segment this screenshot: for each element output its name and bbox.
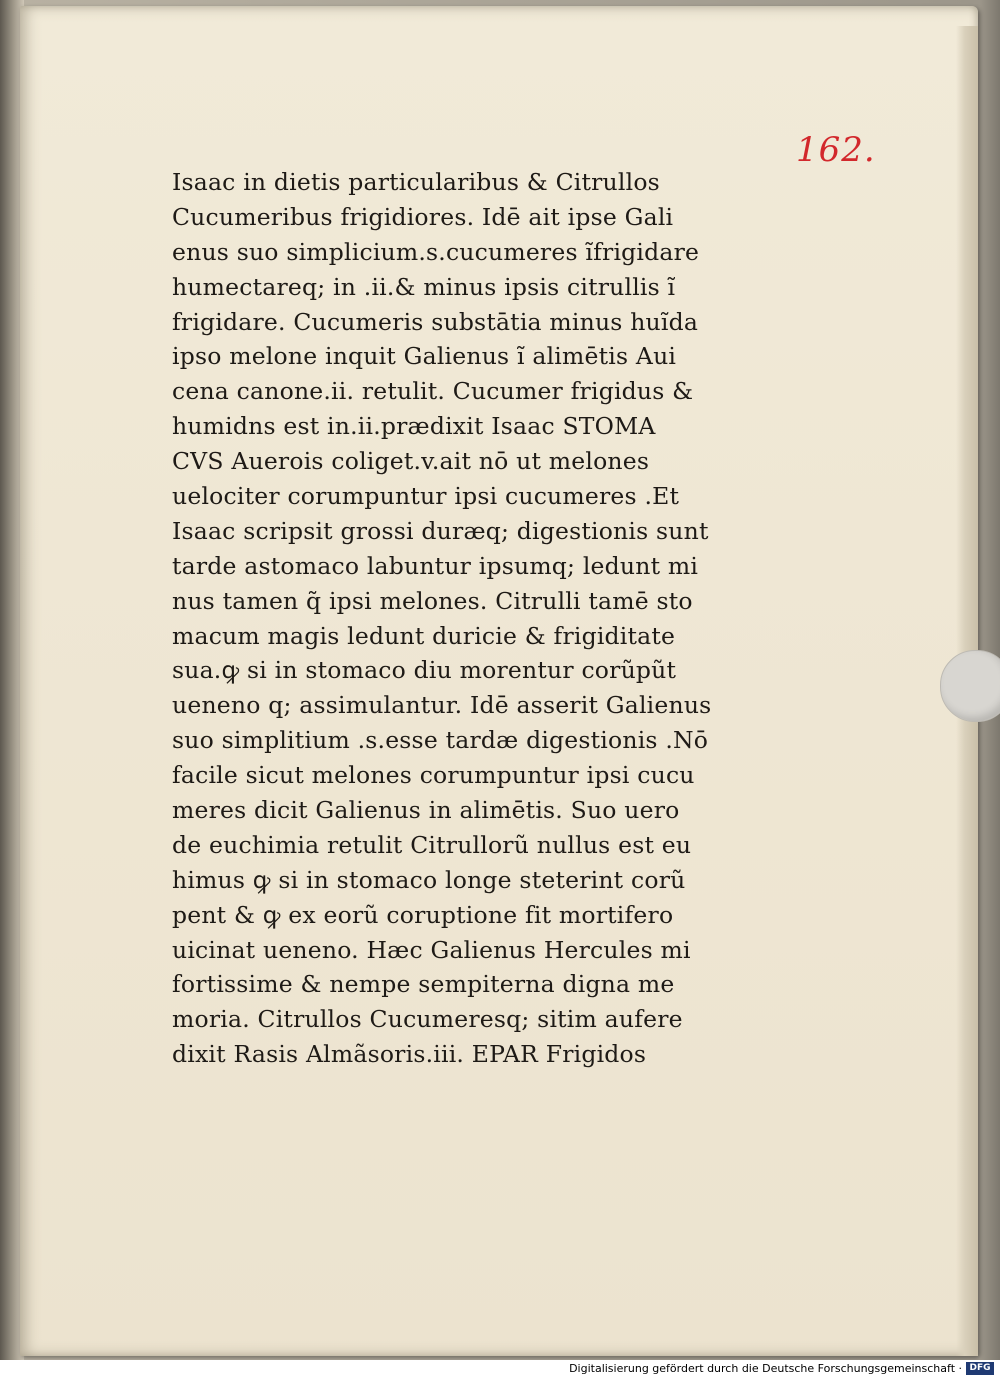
- text-line: humidns est in.ii.prædixit Isaac STOMA: [172, 412, 656, 441]
- text-line: CVS Auerois coliget.v.ait nō ut melones: [172, 447, 650, 476]
- thumb-tab: [940, 650, 1000, 722]
- text-line: pent & ꝙ ex eorũ coruptione fit mortifero: [172, 900, 674, 929]
- dfg-logo: DFG: [966, 1362, 994, 1375]
- text-line: enus suo simplicium.s.cucumeres ĩfrigidare: [172, 237, 700, 266]
- text-line: ipso melone inquit Galienus ĩ alimētis Aui: [172, 342, 677, 371]
- folio-number: 162.: [796, 130, 876, 170]
- text-line: humectareq; in .ii.& minus ipsis citrullis ĩ: [172, 272, 676, 301]
- text-line: de euchimia retulit Citrullorũ nullus est eu: [172, 830, 692, 859]
- text-line: sua.ꝙ si in stomaco diu morentur corũpũt: [172, 656, 677, 685]
- text-line: dixit Rasis Almãsoris.iii. EPAR Frigidos: [172, 1040, 647, 1069]
- text-line: ueneno q; assimulantur. Idē asserit Galienus: [172, 691, 712, 720]
- text-line: fortissime & nempe sempiterna digna me: [172, 970, 675, 999]
- text-line: frigidare. Cucumeris substātia minus huĩda: [172, 307, 699, 336]
- text-line: meres dicit Galienus in alimētis. Suo uero: [172, 796, 680, 825]
- text-line: cena canone.ii. retulit. Cucumer frigidus &: [172, 377, 694, 406]
- text-line: Isaac scripsit grossi duræq; digestionis sunt: [172, 516, 709, 545]
- text-line: Isaac in dietis particularibus & Citrullos: [172, 168, 660, 196]
- text-line: facile sicut melones corumpuntur ipsi cucu: [172, 761, 695, 790]
- text-block: [172, 165, 717, 1072]
- funding-credit: Digitalisierung gefördert durch die Deutsche Forschungsgemeinschaft ·: [569, 1362, 962, 1375]
- text-line: uicinat ueneno. Hæc Galienus Hercules mi: [172, 935, 691, 964]
- text-line: macum magis ledunt duricie & frigiditate: [172, 621, 676, 650]
- text-line: himus ꝙ si in stomaco longe steterint corũ: [172, 865, 686, 894]
- text-line: uelociter corumpuntur ipsi cucumeres .Et: [172, 482, 680, 511]
- text-line: moria. Citrullos Cucumeresq; sitim aufere: [172, 1005, 683, 1034]
- footer-credit-bar: [0, 1360, 1000, 1378]
- text-line: Cucumeribus frigidiores. Idē ait ipse Gali: [172, 202, 674, 231]
- text-line: suo simplitium .s.esse tardæ digestionis .Nō: [172, 726, 709, 755]
- text-line: tarde astomaco labuntur ipsumq; ledunt mi: [172, 551, 699, 580]
- text-line: nus tamen q̃ ipsi melones. Citrulli tamē sto: [172, 586, 693, 615]
